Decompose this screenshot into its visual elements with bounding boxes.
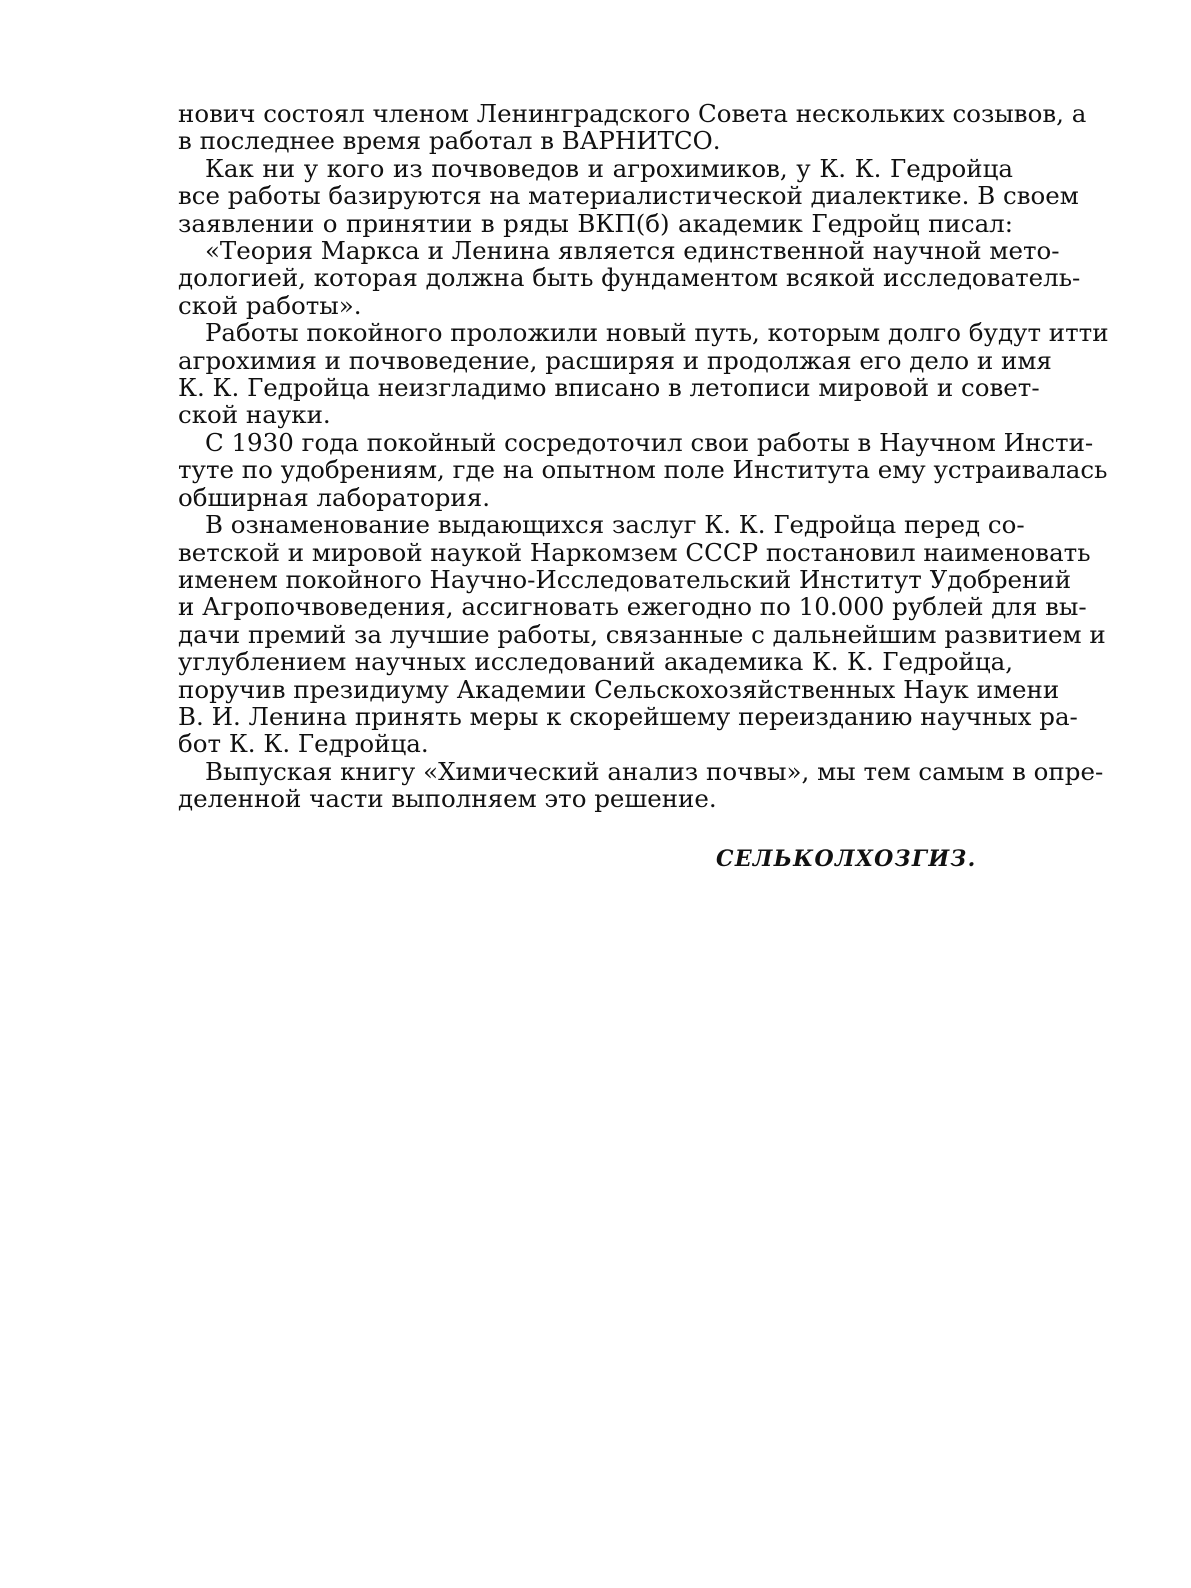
text-line: заявлении о принятии в ряды ВКП(б) академик Гедройц писал:: [178, 208, 1013, 238]
paragraph-5: [178, 427, 1108, 512]
text-line: Выпуская книгу «Химический анализ почвы», мы тем самым в опре-: [204, 756, 1104, 786]
text-line: все работы базируются на материалистической диалектике. В своем: [178, 181, 1079, 211]
text-line: К. К. Гедройца неизгладимо вписано в летописи мировой и совет-: [178, 373, 1040, 403]
text-line: В ознаменование выдающихся заслуг К. К. Гедройца перед со-: [204, 510, 1025, 540]
text-line: ветской и мировой наукой Наркомзем СССР постановил наименовать: [178, 537, 1091, 567]
paragraph-3-quote: [178, 236, 1081, 320]
text-line: и Агропочвоведения, ассигновать ежегодно по 10.000 рублей для вы-: [178, 592, 1087, 622]
text-line: Как ни у кого из почвоведов и агрохимиков, у К. К. Гедройца: [204, 153, 1013, 183]
text-line: Работы покойного проложили новый путь, которым долго будут итти: [204, 318, 1109, 348]
text-line: обширная лаборатория.: [178, 482, 490, 512]
paragraph-2: [178, 153, 1079, 238]
text-line: бот К. К. Гедройца.: [178, 729, 429, 759]
text-line: нович состоял членом Ленинградского Совета нескольких созывов, а: [178, 99, 1087, 128]
text-line: В. И. Ленина принять меры к скорейшему переизданию научных ра-: [178, 701, 1078, 731]
text-line: в последнее время работал в ВАРНИТСО.: [178, 126, 721, 156]
text-line: углублением научных исследований академика К. К. Гедройца,: [178, 647, 1013, 677]
body-text: [178, 99, 1109, 814]
text-line: «Теория Маркса и Ленина является единственной научной мето-: [204, 236, 1060, 266]
paragraph-1: [178, 99, 1087, 156]
text-line: С 1930 года покойный сосредоточил свои работы в Научном Инсти-: [204, 427, 1094, 457]
publisher-signature: СЕЛЬКОЛХОЗГИЗ.: [716, 846, 977, 872]
text-line: поручив президиуму Академии Сельскохозяйственных Наук имени: [178, 674, 1060, 704]
text-line: ской науки.: [178, 400, 331, 430]
paragraph-4: [178, 318, 1109, 430]
text-line: дачи премий за лучшие работы, связанные с дальнейшим развитием и: [178, 619, 1106, 649]
text-line: туте по удобрениям, где на опытном поле Института ему устраивалась: [178, 455, 1108, 485]
text-line: именем покойного Научно-Исследовательский Институт Удобрений: [178, 564, 1072, 594]
text-line: ской работы».: [178, 290, 362, 320]
text-line: дологией, которая должна быть фундаментом всякой исследователь-: [178, 263, 1081, 293]
paragraph-6: [178, 510, 1106, 759]
text-line: деленной части выполняем это решение.: [178, 784, 717, 814]
paragraph-7: [178, 756, 1104, 814]
text-line: агрохимия и почвоведение, расширяя и продолжая его дело и имя: [178, 345, 1052, 375]
